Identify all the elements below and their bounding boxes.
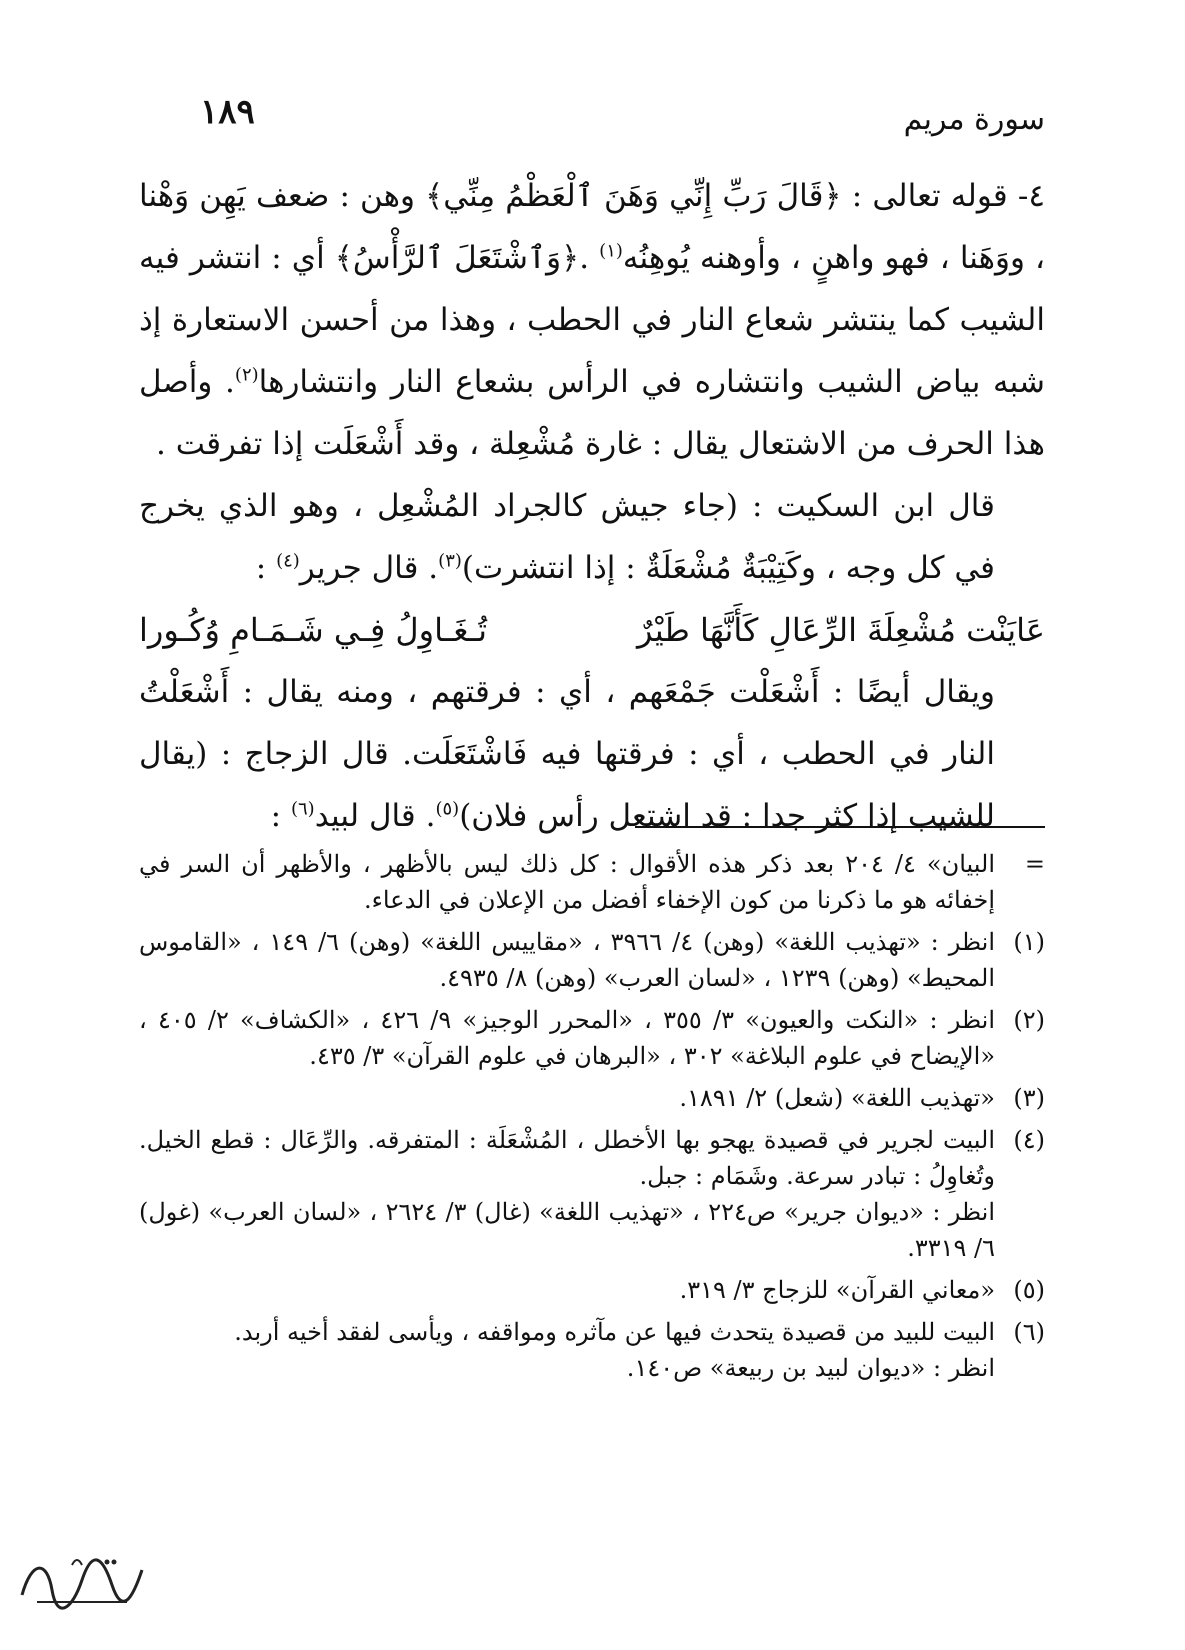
footnote-text: «معاني القرآن» للزجاج ٣/ ٣١٩. xyxy=(679,1276,995,1304)
footnote-ref-3[interactable]: (٣) xyxy=(438,550,462,572)
verse-first-hemistich: عَايَنْت مُشْعِلَةَ الرِّعَالِ كَأَنَّهَا طَيْرٌ xyxy=(637,611,1045,649)
footnote-mark: (٥) xyxy=(1013,1276,1045,1304)
publisher-logo xyxy=(12,1540,152,1620)
footnote xyxy=(139,1314,1045,1386)
footnote-mark: (٤) xyxy=(1013,1126,1045,1154)
verse-second-hemistich: تُـغَـاوِلُ فِـي شَـمَـامِ وُكُـورا xyxy=(139,611,487,649)
footnote-ref-5[interactable]: (٥) xyxy=(435,798,460,820)
footnote-ref-1[interactable]: (١) xyxy=(599,240,623,262)
footnote-text: «تهذيب اللغة» (شعل) ٢/ ١٨٩١. xyxy=(679,1084,995,1112)
page-number: ١٨٩ xyxy=(200,92,255,132)
footnote-separator xyxy=(635,826,1045,828)
footnote-mark: (٣) xyxy=(1013,1084,1045,1112)
footnote-ref-2[interactable]: (٢) xyxy=(234,364,259,386)
footnote-text: انظر : «ديوان جرير» ص٢٢٤ ، «تهذيب اللغة» (غال) ٣/ ٢٦٢٤ ، «لسان العرب» (غول) ٦/ ٣٣١٩. xyxy=(139,1198,996,1262)
footnote xyxy=(139,1002,1045,1074)
footnote xyxy=(139,1122,1045,1266)
footnote-text: البيت لجرير في قصيدة يهجو بها الأخطل ، المُشْعَلَة : المتفرقه. والرِّعَال : قطع الخيل. وتُغاوِلُ : تبادر سرعة. وشَمَام : جبل. xyxy=(139,1126,995,1190)
footnote-text: البيت للبيد من قصيدة يتحدث فيها عن مآثره ومواقفه ، ويأسى لفقد أخيه أربد. xyxy=(234,1318,995,1346)
footnote-mark: (٢) xyxy=(1013,1006,1045,1034)
running-head xyxy=(140,88,1045,138)
footnote xyxy=(139,1272,1045,1308)
footnote-mark: = xyxy=(1024,850,1045,878)
footnote-text: انظر : «ديوان لبيد بن ربيعة» ص١٤٠. xyxy=(626,1354,995,1382)
paragraph-1: ٤- قوله تعالى : ﴿قَالَ رَبِّ إِنِّي وَهَنَ ٱلْعَظْمُ مِنِّي﴾ وهن : ضعف يَهِن وَهْنا ، ووَهَنا ، فهو واهنٍ ، وأوهنه يُوهِنُه$^{(١)}$ .﴿وَٱشْتَعَلَ ٱلرَّأْسُ﴾ أي : انتشر فيه الشيب كما ينتشر شعاع النار في الحطب ، وهذا من أحسن الاستعارة إذ شبه بياض الشيب وانتشاره في الرأس بشعاع النار وانتشارها$^{(٢)}$. وأصل هذا الحرف من الاشتعال يقال : غارة مُشْعِلة ، وقد أَشْعَلَت إذا تفرقت . xyxy=(139,178,1045,462)
paragraph-3: ويقال أيضًا : أَشْعَلْت جَمْعَهم ، أي : فرقتهم ، ومنه يقال : أَشْعَلْتُ النار في الحطب ، أي : فرقتها فيه فَاشْتَعَلَت. قال الزجاج : (يقال للشيب إذا كثر جدا : قد اشتعل رأس فلان)$^{(٥)}$. قال لبيد$^{(٦)}$ : xyxy=(139,674,995,834)
footnote-text: انظر : «تهذيب اللغة» (وهن) ٤/ ٣٩٦٦ ، «مقاييس اللغة» (وهن) ٦/ ١٤٩ ، «القاموس المحيط» (وهن) ١٢٣٩ ، «لسان العرب» (وهن) ٨/ ٤٩٣٥. xyxy=(139,928,996,992)
surah-title: سورة مريم xyxy=(903,102,1045,137)
footnote-ref-6[interactable]: (٦) xyxy=(290,798,315,820)
footnote-mark: (١) xyxy=(1013,928,1045,956)
footnote-ref-4[interactable]: (٤) xyxy=(276,550,300,572)
footnote xyxy=(139,1080,1045,1116)
main-text xyxy=(139,165,1045,847)
footnote xyxy=(139,924,1045,996)
footnote-mark: (٦) xyxy=(1013,1318,1045,1346)
footnotes xyxy=(139,846,1045,1392)
footnote xyxy=(139,846,1045,918)
poetry-verse xyxy=(139,599,1045,661)
footnote-text: البيان» ٤/ ٢٠٤ بعد ذكر هذه الأقوال : كل ذلك ليس بالأظهر ، والأظهر أن السر في إخفائه هو ما ذكرنا من كون الإخفاء أفضل من الإعلان في الدعاء. xyxy=(139,850,996,914)
footnote-text: انظر : «النكت والعيون» ٣/ ٣٥٥ ، «المحرر الوجيز» ٩/ ٤٢٦ ، «الكشاف» ٢/ ٤٠٥ ، «الإيضاح في علوم البلاغة» ٣٠٢ ، «البرهان في علوم القرآن» ٣/ ٤٣٥. xyxy=(139,1006,996,1070)
paragraph-2: قال ابن السكيت : (جاء جيش كالجراد المُشْعِل ، وهو الذي يخرج في كل وجه ، وكَتِيْبَةٌ مُشْعَلَةٌ : إذا انتشرت)$^{(٣)}$. قال جرير$^{(٤)}$ : xyxy=(139,488,995,586)
